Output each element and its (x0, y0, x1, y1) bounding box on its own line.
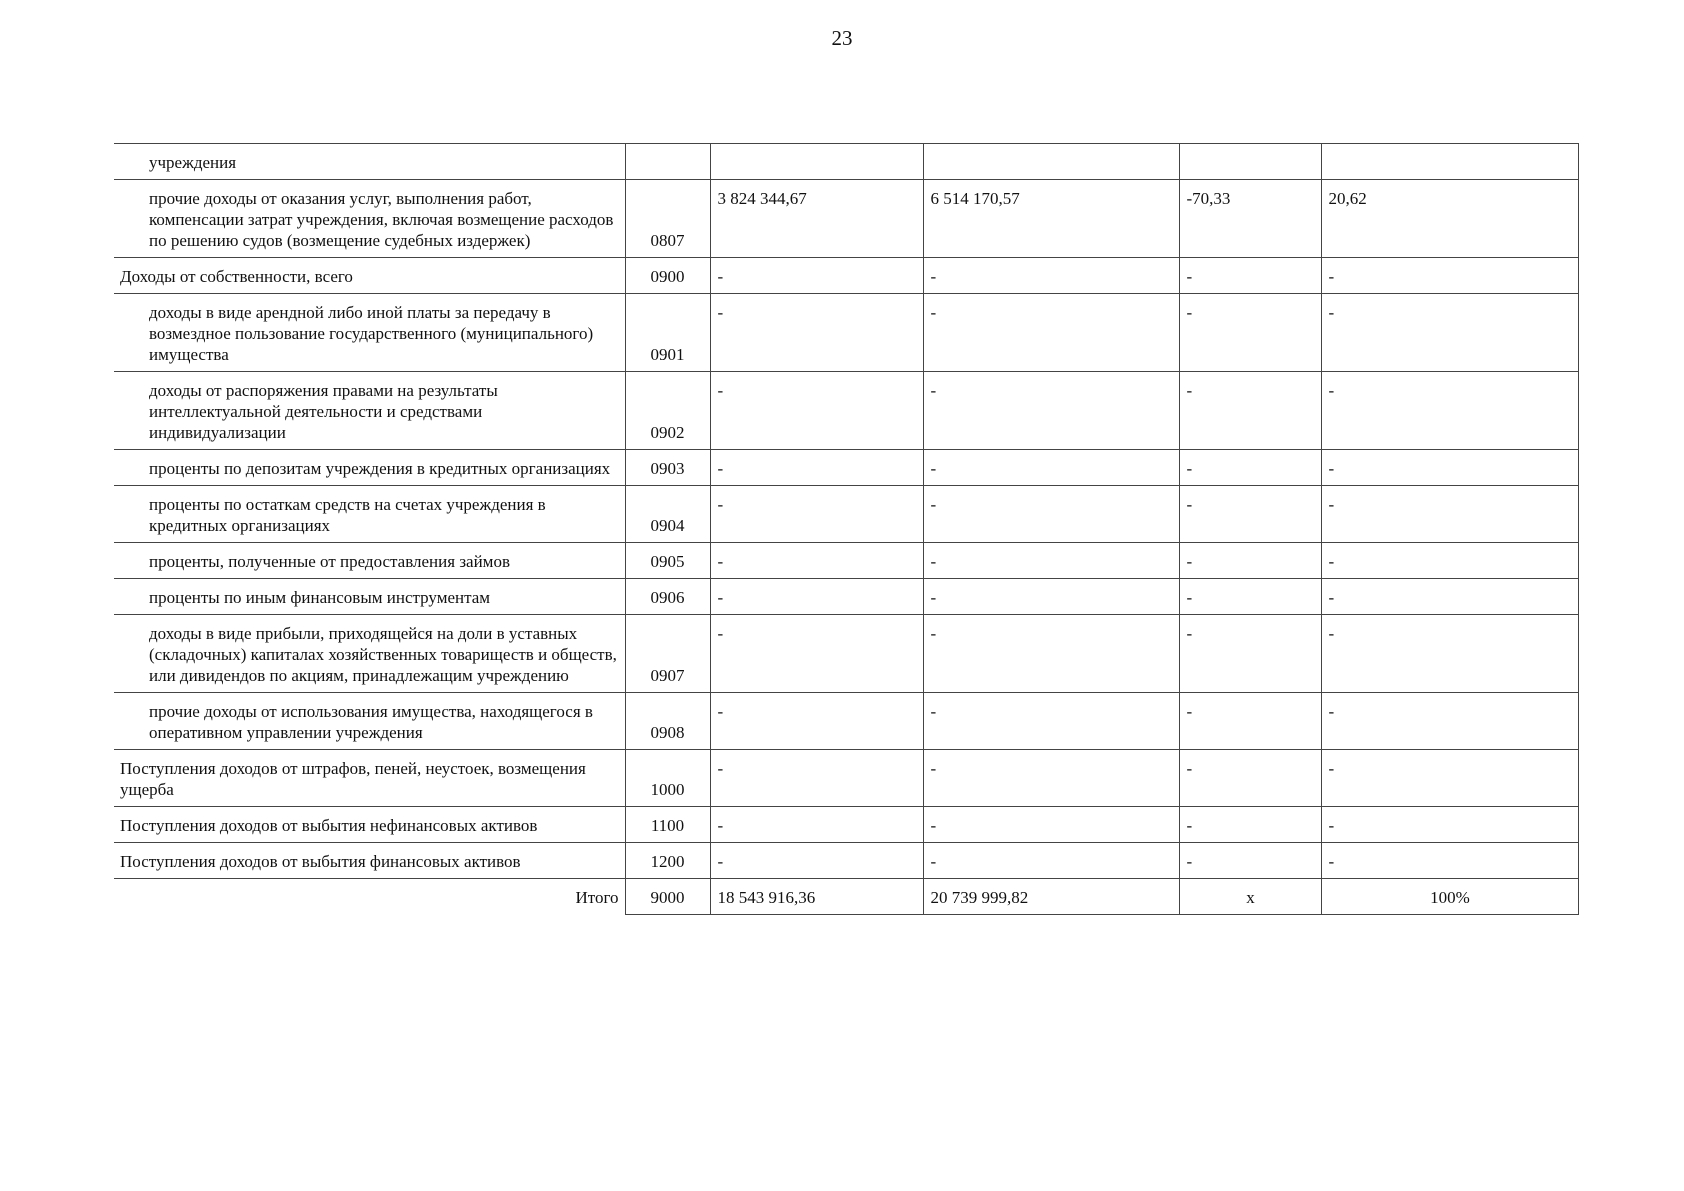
row-value-2: - (923, 486, 1179, 543)
row-value-2: - (923, 294, 1179, 372)
row-value-3: - (1179, 258, 1321, 294)
row-value-2: - (923, 693, 1179, 750)
row-value-4: - (1321, 543, 1578, 579)
income-table (114, 143, 1579, 915)
row-value-1: - (710, 807, 923, 843)
table-row (114, 615, 1578, 693)
row-code: 0902 (625, 372, 710, 450)
row-label: учреждения (114, 144, 625, 180)
row-value-1: - (710, 843, 923, 879)
row-value-4: - (1321, 450, 1578, 486)
row-value-2: - (923, 579, 1179, 615)
table-row (114, 258, 1578, 294)
total-row (114, 879, 1578, 915)
total-value-1: 18 543 916,36 (710, 879, 923, 915)
row-label: доходы от распоряжения правами на результаты интеллектуальной деятельности и средствами индивидуализации (114, 372, 625, 450)
row-value-1: - (710, 450, 923, 486)
row-code: 1100 (625, 807, 710, 843)
row-code: 0907 (625, 615, 710, 693)
row-value-3: - (1179, 843, 1321, 879)
row-value-3: - (1179, 294, 1321, 372)
row-value-3: - (1179, 486, 1321, 543)
row-value-2: - (923, 372, 1179, 450)
row-value-1: - (710, 615, 923, 693)
table-row (114, 693, 1578, 750)
row-value-2: 6 514 170,57 (923, 180, 1179, 258)
row-value-4: 20,62 (1321, 180, 1578, 258)
row-code (625, 144, 710, 180)
row-value-4: - (1321, 807, 1578, 843)
table-row (114, 450, 1578, 486)
row-value-2 (923, 144, 1179, 180)
row-label: Поступления доходов от выбытия финансовых активов (114, 843, 625, 879)
row-value-4 (1321, 144, 1578, 180)
row-value-3: - (1179, 372, 1321, 450)
row-label: доходы в виде арендной либо иной платы за передачу в возмездное пользование государственного (муниципального) имущества (114, 294, 625, 372)
total-value-4: 100% (1321, 879, 1578, 915)
row-value-3: -70,33 (1179, 180, 1321, 258)
row-value-2: - (923, 543, 1179, 579)
row-value-2: - (923, 450, 1179, 486)
page-number: 23 (831, 26, 853, 50)
row-label: прочие доходы от оказания услуг, выполнения работ, компенсации затрат учреждения, включая возмещение расходов по решению судов (возмещение судебных издержек) (114, 180, 625, 258)
row-code: 0807 (625, 180, 710, 258)
row-value-1: - (710, 372, 923, 450)
row-code: 0906 (625, 579, 710, 615)
table-row (114, 750, 1578, 807)
row-code: 0904 (625, 486, 710, 543)
row-code: 0908 (625, 693, 710, 750)
row-value-1: 3 824 344,67 (710, 180, 923, 258)
row-value-4: - (1321, 294, 1578, 372)
row-value-2: - (923, 843, 1179, 879)
row-value-4: - (1321, 486, 1578, 543)
row-code: 0905 (625, 543, 710, 579)
total-label: Итого (114, 879, 625, 915)
row-code: 0903 (625, 450, 710, 486)
table-row (114, 579, 1578, 615)
row-value-1: - (710, 543, 923, 579)
row-code: 1200 (625, 843, 710, 879)
row-label: Доходы от собственности, всего (114, 258, 625, 294)
row-value-3: - (1179, 807, 1321, 843)
row-value-2: - (923, 807, 1179, 843)
table-row (114, 294, 1578, 372)
total-value-2: 20 739 999,82 (923, 879, 1179, 915)
row-label: проценты по остаткам средств на счетах учреждения в кредитных организациях (114, 486, 625, 543)
row-value-3: - (1179, 693, 1321, 750)
row-label: проценты по депозитам учреждения в кредитных организациях (114, 450, 625, 486)
total-value-3: х (1179, 879, 1321, 915)
row-label: проценты, полученные от предоставления займов (114, 543, 625, 579)
row-label: Поступления доходов от штрафов, пеней, неустоек, возмещения ущерба (114, 750, 625, 807)
row-value-3: - (1179, 615, 1321, 693)
row-value-4: - (1321, 372, 1578, 450)
row-value-3: - (1179, 750, 1321, 807)
row-value-3: - (1179, 450, 1321, 486)
row-code: 0901 (625, 294, 710, 372)
row-value-4: - (1321, 579, 1578, 615)
row-value-2: - (923, 750, 1179, 807)
row-value-1 (710, 144, 923, 180)
table-row (114, 486, 1578, 543)
table-row (114, 372, 1578, 450)
row-value-3: - (1179, 579, 1321, 615)
table-row (114, 180, 1578, 258)
row-value-4: - (1321, 615, 1578, 693)
row-label: прочие доходы от использования имущества, находящегося в оперативном управлении учреждения (114, 693, 625, 750)
row-value-1: - (710, 294, 923, 372)
row-label: доходы в виде прибыли, приходящейся на доли в уставных (складочных) капиталах хозяйственных товариществ и обществ, или дивидендов по акциям, принадлежащим учреждению (114, 615, 625, 693)
row-value-4: - (1321, 843, 1578, 879)
row-value-1: - (710, 486, 923, 543)
row-value-2: - (923, 615, 1179, 693)
total-code: 9000 (625, 879, 710, 915)
row-code: 1000 (625, 750, 710, 807)
row-label: проценты по иным финансовым инструментам (114, 579, 625, 615)
row-code: 0900 (625, 258, 710, 294)
table-row (114, 843, 1578, 879)
table-row (114, 144, 1578, 180)
row-value-1: - (710, 693, 923, 750)
row-value-1: - (710, 258, 923, 294)
row-label: Поступления доходов от выбытия нефинансовых активов (114, 807, 625, 843)
row-value-1: - (710, 750, 923, 807)
table-row (114, 807, 1578, 843)
row-value-4: - (1321, 258, 1578, 294)
row-value-3: - (1179, 543, 1321, 579)
row-value-1: - (710, 579, 923, 615)
row-value-3 (1179, 144, 1321, 180)
table-row (114, 543, 1578, 579)
row-value-4: - (1321, 750, 1578, 807)
table-body (114, 144, 1578, 915)
row-value-2: - (923, 258, 1179, 294)
row-value-4: - (1321, 693, 1578, 750)
